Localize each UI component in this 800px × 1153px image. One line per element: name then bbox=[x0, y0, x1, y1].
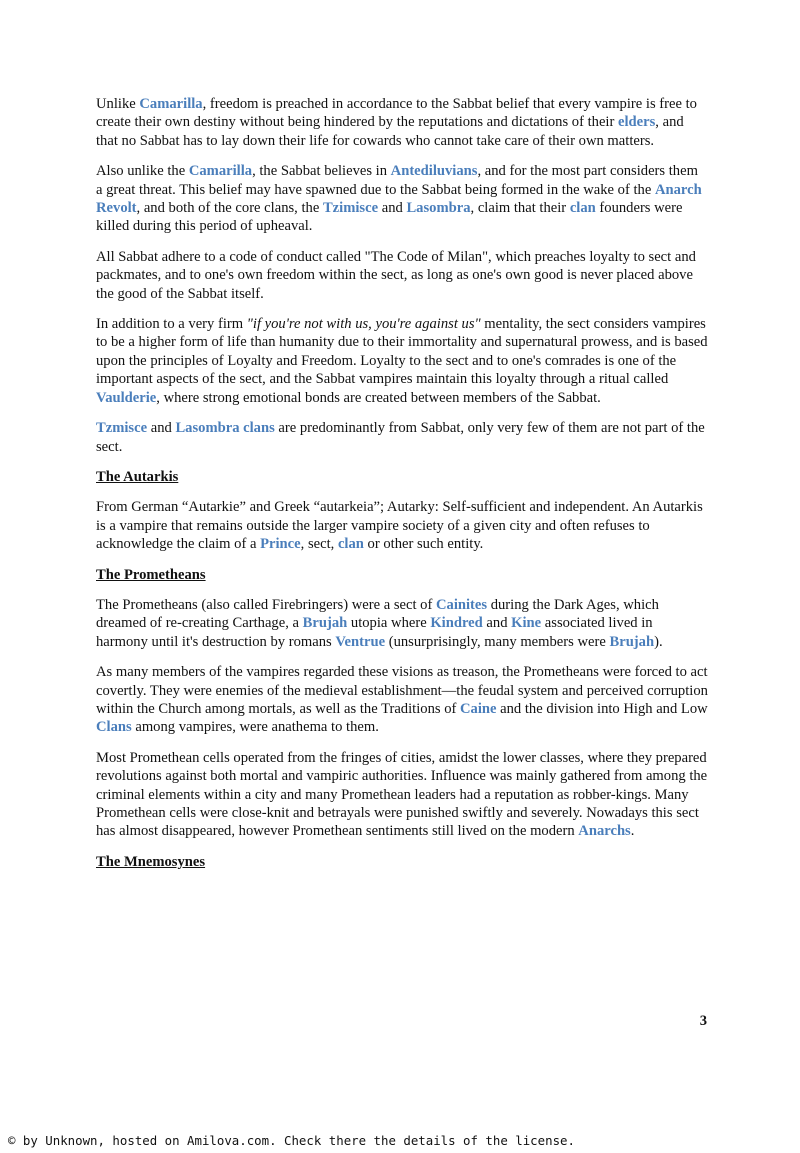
text-run: The Prometheans bbox=[96, 566, 206, 583]
text-run: , claim that their bbox=[470, 200, 570, 217]
heading-autarkis bbox=[96, 468, 708, 486]
text-run: among vampires, were anathema to them. bbox=[131, 719, 379, 736]
para-sabbat-freedom bbox=[96, 95, 708, 150]
para-prometheans-intro bbox=[96, 596, 708, 651]
text-run: founders were killed during this period of upheaval. bbox=[96, 200, 683, 235]
text-run: utopia where bbox=[347, 615, 431, 632]
text-run: , and that no Sabbat has to lay down their life for cowards who cannot take care of their own matters. bbox=[96, 114, 684, 149]
text-run: or other such entity. bbox=[363, 536, 484, 553]
text-run: From German “Autarkie” and Greek “autarkeia”; Autarky: Self-sufficient and independent. An Autarkis is a vampire that remains outside the larger vampire society of a given city and often refuses to acknowledge the claim of a bbox=[96, 499, 703, 553]
link-lasombra[interactable]: Lasombra bbox=[406, 200, 471, 217]
para-prometheans-cells bbox=[96, 749, 708, 841]
text-run: mentality, the sect considers vampires to be a higher form of life than humanity due to their immortality and supernatural prowess, and is based upon the principles of Loyalty and Freedom. Loyalty to the sect and to one's comrades is one of the important aspects of the sect, and the Sabbat vampires maintain this loyalty through a ritual called bbox=[96, 316, 708, 388]
text-run: and bbox=[378, 200, 407, 217]
para-loyalty-freedom bbox=[96, 315, 708, 407]
text-run: , sect, bbox=[300, 536, 338, 553]
text-run: . bbox=[630, 823, 635, 840]
link-anarch-revolt[interactable]: Anarch Revolt bbox=[96, 181, 702, 217]
text-run: are predominantly from Sabbat, only very few of them are not part of the sect. bbox=[96, 420, 705, 455]
text-run: The Prometheans (also called Firebringers) were a sect of bbox=[96, 596, 436, 613]
link-camarilla[interactable]: Camarilla bbox=[188, 163, 253, 180]
link-caine[interactable]: Caine bbox=[460, 700, 497, 717]
para-antediluvians bbox=[96, 162, 708, 236]
text-run: (unsurprisingly, many members were bbox=[385, 633, 610, 650]
link-prince[interactable]: Prince bbox=[260, 536, 301, 553]
text-run: , where strong emotional bonds are created between members of the Sabbat. bbox=[156, 389, 601, 406]
para-autarkis bbox=[96, 498, 708, 553]
text-run: and the division into High and Low bbox=[496, 700, 708, 717]
para-code-of-milan bbox=[96, 248, 708, 303]
link-ventrue[interactable]: Ventrue bbox=[335, 633, 386, 650]
heading-prometheans bbox=[96, 566, 708, 584]
license-footer: © by Unknown, hosted on Amilova.com. Check there the details of the license. bbox=[8, 1133, 575, 1148]
link-cainites[interactable]: Cainites bbox=[435, 596, 488, 613]
text-run: , freedom is preached in accordance to the Sabbat belief that every vampire is free to create their own destiny without being hindered by the reputations and dictations of their bbox=[96, 96, 697, 131]
text-run: and bbox=[482, 615, 512, 632]
link-antediluvians[interactable]: Antediluvians bbox=[390, 163, 478, 180]
page-content bbox=[96, 95, 708, 883]
link-clan[interactable]: clan bbox=[337, 536, 364, 553]
link-vaulderie[interactable]: Vaulderie bbox=[96, 389, 157, 406]
emphasis-text: "if you're not with us, you're against us" bbox=[246, 316, 481, 333]
text-run: , and for the most part considers them a great threat. This belief may have spawned due to the Sabbat being formed in the wake of the bbox=[96, 163, 698, 198]
link-clan[interactable]: clan bbox=[569, 200, 596, 217]
page-number: 3 bbox=[699, 1013, 707, 1029]
para-prometheans-treason bbox=[96, 663, 708, 737]
text-run: , the Sabbat believes in bbox=[252, 163, 391, 180]
heading-mnemosynes bbox=[96, 853, 708, 871]
link-lasombra-clans[interactable]: Lasombra clans bbox=[175, 420, 275, 437]
link-elders[interactable]: elders bbox=[618, 114, 656, 131]
link-brujah[interactable]: Brujah bbox=[609, 633, 655, 650]
text-run: The Mnemosynes bbox=[96, 853, 206, 870]
link-kindred[interactable]: Kindred bbox=[430, 615, 483, 632]
text-run: Also unlike the bbox=[96, 163, 189, 180]
text-run: ). bbox=[654, 633, 663, 650]
link-camarilla[interactable]: Camarilla bbox=[139, 96, 203, 112]
link-tzmisce[interactable]: Tzmisce bbox=[96, 420, 148, 437]
text-run: Unlike bbox=[96, 96, 140, 112]
link-tzimisce[interactable]: Tzimisce bbox=[322, 200, 379, 217]
text-run: and bbox=[147, 420, 176, 437]
para-tzimisce-lasombra bbox=[96, 419, 708, 456]
link-brujah[interactable]: Brujah bbox=[302, 615, 348, 632]
text-run: during the Dark Ages, which dreamed of re-creating Carthage, a bbox=[96, 596, 659, 632]
text-run: As many members of the vampires regarded these visions as treason, the Prometheans were forced to act covertly. They were enemies of the medieval establishment—the feudal system and perceived corruption within the Church among mortals, as well as the Traditions of bbox=[96, 664, 708, 717]
link-kine[interactable]: Kine bbox=[511, 615, 542, 632]
text-run: In addition to a very firm bbox=[96, 316, 247, 333]
text-run: All Sabbat adhere to a code of conduct called "The Code of Milan", which preaches loyalty to sect and packmates, and to one's own freedom within the sect, as long as one's own good is never placed above the good of the Sabbat itself. bbox=[96, 248, 696, 302]
text-run: , and both of the core clans, the bbox=[136, 200, 323, 217]
text-run: The Autarkis bbox=[96, 468, 179, 485]
link-anarchs[interactable]: Anarchs bbox=[578, 823, 631, 840]
link-clans[interactable]: Clans bbox=[96, 719, 132, 736]
text-run: Most Promethean cells operated from the fringes of cities, amidst the lower classes, where they prepared revolutions against both mortal and vampiric authorities. Influence was mainly gathered from among the criminal elements within a city and many Promethean leaders had a reputation as robber-kings. Many Promethean cells were close-knit and betrayals were punished swiftly and severely. Nowadays this sect has almost disappeared, however Promethean sentiments still lived on the modern bbox=[96, 749, 708, 840]
text-run: associated lived in harmony until it's destruction by romans bbox=[96, 615, 653, 650]
